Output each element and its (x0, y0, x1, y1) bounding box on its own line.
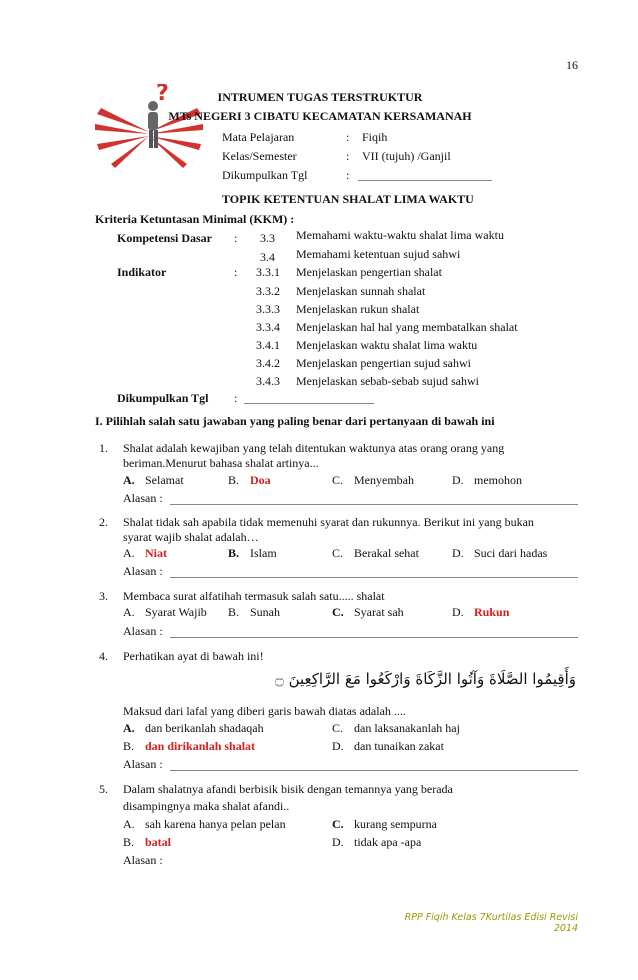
q5-opt-d-text: tidak apa -apa (354, 835, 422, 849)
ind-num: 3.4.3 (256, 374, 280, 388)
q2-opt-a-letter: A. (123, 546, 135, 560)
info-value-class: VII (tujuh) /Ganjil (362, 149, 451, 163)
q1-text-line1: Shalat adalah kewajiban yang telah ditentukan waktunya atas orang orang yang (123, 441, 505, 455)
q1-opt-c-letter: C. (332, 473, 344, 487)
q1-opt-a-text: Selamat (145, 473, 184, 487)
indikator-label: Indikator (117, 265, 167, 279)
q1-opt-c-text: Menyembah (354, 473, 414, 487)
q5-opt-a-text: sah karena hanya pelan pelan (145, 817, 286, 831)
ind-text: Menjelaskan pengertian sujud sahwi (296, 356, 471, 370)
q1-text-line2: beriman.Menurut bahasa shalat artinya... (123, 456, 319, 470)
q4-opt-a-letter: A. (123, 721, 135, 735)
q5-opt-d-letter: D. (332, 835, 344, 849)
q4-number: 4. (99, 649, 108, 663)
q3-opt-b-text: Sunah (250, 605, 280, 619)
q4-text-line1: Perhatikan ayat di bawah ini! (123, 649, 264, 663)
q5-opt-c-letter: C. (332, 817, 344, 831)
ind-num: 3.3.4 (256, 320, 280, 334)
q3-text-line1: Membaca surat alfatihah termasuk salah satu..... shalat (123, 589, 385, 603)
q1-opt-a-letter: A. (123, 473, 135, 487)
kd-num-1: 3.3 (260, 231, 275, 245)
q2-opt-b-letter: B. (228, 546, 240, 560)
q3-opt-a-text: Syarat Wajib (145, 605, 207, 619)
q5-opt-a-letter: A. (123, 817, 135, 831)
ind-text: Menjelaskan waktu shalat lima waktu (296, 338, 478, 352)
q3-reason-label: Alasan : (123, 624, 163, 638)
q4-opt-b-text-answer: dan dirikanlah shalat (145, 739, 256, 753)
page-footer: RPP Fiqih Kelas 7Kurtilas Edisi Revisi 2014 (404, 912, 578, 934)
q4-opt-c-text: dan laksanakanlah haj (354, 721, 460, 735)
info-sep-subject: : (346, 130, 350, 144)
kd-label: Kompetensi Dasar (117, 231, 212, 245)
q2-opt-d-text: Suci dari hadas (474, 546, 548, 560)
info-label-subject: Mata Pelajaran (222, 130, 295, 144)
q1-number: 1. (99, 441, 108, 455)
info-sep-class: : (346, 149, 350, 163)
info-sep-date: : (346, 168, 350, 182)
ind-num: 3.3.2 (256, 284, 280, 298)
indikator-sep: : (234, 265, 238, 279)
q2-text-line2: syarat wajib shalat adalah… (123, 530, 259, 544)
svg-text:?: ? (156, 84, 169, 106)
q2-opt-a-text-answer: Niat (145, 546, 167, 560)
q4-reason-label: Alasan : (123, 757, 163, 771)
ind-num: 3.3.3 (256, 302, 280, 316)
q3-reason-line (170, 637, 578, 638)
q1-opt-b-text-answer: Doa (250, 473, 271, 487)
ind-text: Menjelaskan sebab-sebab sujud sahwi (296, 374, 479, 388)
q1-opt-d-letter: D. (452, 473, 464, 487)
info-value-subject: Fiqih (362, 130, 388, 144)
q1-reason-line (170, 504, 578, 505)
q2-opt-c-text: Berakal sehat (354, 546, 419, 560)
section-title: I. Pilihlah salah satu jawaban yang paling benar dari pertanyaan di bawah ini (95, 414, 495, 428)
collected-fill-line (244, 403, 374, 404)
page-number: 16 (566, 58, 578, 72)
ind-num: 3.3.1 (256, 265, 280, 279)
q2-reason-line (170, 577, 578, 578)
q1-reason-label: Alasan : (123, 491, 163, 505)
kd-text-2: Memahami ketentuan sujud sahwi (296, 247, 461, 261)
q4-opt-d-letter: D. (332, 739, 344, 753)
info-label-class: Kelas/Semester (222, 149, 297, 163)
q1-opt-b-letter: B. (228, 473, 240, 487)
q5-opt-b-text-answer: batal (145, 835, 172, 849)
q2-opt-c-letter: C. (332, 546, 344, 560)
kd-sep: : (234, 231, 238, 245)
q2-text-line1: Shalat tidak sah apabila tidak memenuhi syarat dan rukunnya. Berikut ini yang bukan (123, 515, 534, 529)
info-label-date: Dikumpulkan Tgl (222, 168, 308, 182)
q5-text-line2: disampingnya maka shalat afandi.. (123, 799, 290, 813)
q1-opt-d-text: memohon (474, 473, 522, 487)
q4-reason-line (170, 770, 578, 771)
q3-number: 3. (99, 589, 108, 603)
q4-opt-c-letter: C. (332, 721, 344, 735)
ind-text: Menjelaskan hal hal yang membatalkan shalat (296, 320, 518, 334)
q5-opt-c-text: kurang sempurna (354, 817, 437, 831)
ind-text: Menjelaskan rukun shalat (296, 302, 420, 316)
q3-opt-d-letter: D. (452, 605, 464, 619)
q4-arabic-verse: وَأَقِيمُوا الصَّلَاةَ وَآتُوا الزَّكَاةَ وَارْكَعُوا مَعَ الرَّاكِعِينَ ۝ (275, 670, 576, 688)
collected-sep: : (234, 391, 238, 405)
q3-opt-c-text: Syarat sah (354, 605, 404, 619)
topic-title: TOPIK KETENTUAN SHALAT LIMA WAKTU (222, 192, 474, 206)
collected-label: Dikumpulkan Tgl (117, 391, 209, 405)
q5-reason-label: Alasan : (123, 853, 163, 867)
q3-opt-b-letter: B. (228, 605, 240, 619)
q3-opt-c-letter: C. (332, 605, 344, 619)
q3-opt-a-letter: A. (123, 605, 135, 619)
ind-num: 3.4.2 (256, 356, 280, 370)
q2-opt-b-text: Islam (250, 546, 277, 560)
q2-number: 2. (99, 515, 108, 529)
date-fill-line (358, 180, 492, 181)
header-title-1: INTRUMEN TUGAS TERSTRUKTUR (217, 90, 423, 104)
kd-text-1: Memahami waktu-waktu shalat lima waktu (296, 228, 504, 242)
ind-num: 3.4.1 (256, 338, 280, 352)
q4-text-line2: Maksud dari lafal yang diberi garis bawah diatas adalah .... (123, 704, 406, 718)
ind-text: Menjelaskan sunnah shalat (296, 284, 426, 298)
q4-opt-a-text: dan berikanlah shadaqah (145, 721, 264, 735)
header-title-2: MTs NEGERI 3 CIBATU KECAMATAN KERSAMANAH (168, 109, 472, 123)
kd-num-2: 3.4 (260, 250, 275, 264)
kkm-title: Kriteria Ketuntasan Minimal (KKM) : (95, 212, 295, 226)
q5-opt-b-letter: B. (123, 835, 135, 849)
q4-opt-b-letter: B. (123, 739, 135, 753)
q4-opt-d-text: dan tunaikan zakat (354, 739, 444, 753)
q5-number: 5. (99, 782, 108, 796)
q2-reason-label: Alasan : (123, 564, 163, 578)
q5-text-line1: Dalam shalatnya afandi berbisik bisik dengan temannya yang berada (123, 782, 453, 796)
ind-text: Menjelaskan pengertian shalat (296, 265, 442, 279)
q3-opt-d-text-answer: Rukun (474, 605, 510, 619)
q2-opt-d-letter: D. (452, 546, 464, 560)
